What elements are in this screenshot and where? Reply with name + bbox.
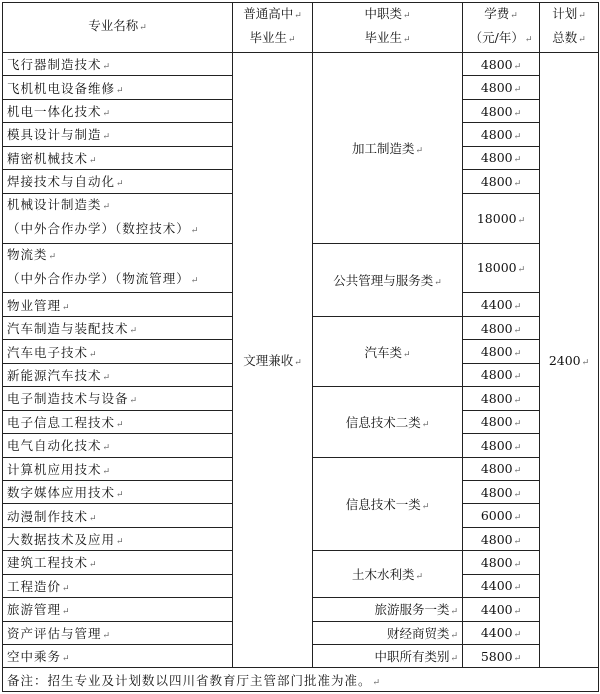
tuition-fee: 18000↵	[463, 243, 540, 293]
major-name: 资产评估与管理↵	[3, 621, 233, 644]
tuition-fee: 4800↵	[463, 387, 540, 410]
vs-category: 财经商贸类↵	[313, 621, 463, 644]
tuition-fee: 4400↵	[463, 621, 540, 644]
major-name: 飞机机电设备维修↵	[3, 76, 233, 99]
major-name: 电气自动化技术↵	[3, 434, 233, 457]
header-plan: 计划↵ 总数↵	[540, 3, 599, 53]
header-major: 专业名称↵	[3, 3, 233, 53]
tuition-fee: 4400↵	[463, 574, 540, 597]
tuition-fee: 4400↵	[463, 598, 540, 621]
major-name: 物流类↵ （中外合作办学）（物流管理）↵	[3, 243, 233, 293]
tuition-fee: 4800↵	[463, 99, 540, 122]
major-name: 机械设计制造类↵ （中外合作办学）（数控技术）↵	[3, 193, 233, 243]
major-name: 机电一体化技术↵	[3, 99, 233, 122]
vs-category: 中职所有类别↵	[313, 645, 463, 668]
tuition-fee: 4800↵	[463, 316, 540, 339]
tuition-fee: 4800↵	[463, 410, 540, 433]
major-name: 电子信息工程技术↵	[3, 410, 233, 433]
major-name: 大数据技术及应用↵	[3, 527, 233, 550]
vs-category: 信息技术二类↵	[313, 387, 463, 457]
tuition-fee: 4800↵	[463, 457, 540, 480]
tuition-fee: 4800↵	[463, 170, 540, 193]
major-name: 计算机应用技术↵	[3, 457, 233, 480]
header-vs: 中职类↵ 毕业生↵	[313, 3, 463, 53]
vs-category: 旅游服务一类↵	[313, 598, 463, 621]
hs-eligibility: 文理兼收↵	[233, 52, 313, 668]
enrollment-plan-table	[2, 2, 599, 692]
major-name: 模具设计与制造↵	[3, 123, 233, 146]
header-row	[3, 3, 599, 53]
table-row	[3, 52, 599, 75]
major-name: 动漫制作技术↵	[3, 504, 233, 527]
vs-category: 加工制造类↵	[313, 52, 463, 243]
tuition-fee: 18000↵	[463, 193, 540, 243]
footnote: 备注：招生专业及计划数以四川省教育厅主管部门批准为准。↵	[3, 668, 599, 692]
tuition-fee: 4800↵	[463, 76, 540, 99]
tuition-fee: 5800↵	[463, 645, 540, 668]
tuition-fee: 4800↵	[463, 123, 540, 146]
note-row	[3, 668, 599, 692]
tuition-fee: 4800↵	[463, 146, 540, 169]
tuition-fee: 4800↵	[463, 52, 540, 75]
vs-category: 公共管理与服务类↵	[313, 243, 463, 316]
major-name: 旅游管理↵	[3, 598, 233, 621]
vs-category: 土木水利类↵	[313, 551, 463, 598]
major-name: 汽车制造与装配技术↵	[3, 316, 233, 339]
vs-category: 汽车类↵	[313, 316, 463, 386]
tuition-fee: 4400↵	[463, 293, 540, 316]
header-fee: 学费↵ （元/年）↵	[463, 3, 540, 53]
major-name: 汽车电子技术↵	[3, 340, 233, 363]
major-name: 飞行器制造技术↵	[3, 52, 233, 75]
major-name: 工程造价↵	[3, 574, 233, 597]
major-name: 数字媒体应用技术↵	[3, 480, 233, 503]
major-name: 建筑工程技术↵	[3, 551, 233, 574]
plan-total: 2400↵	[540, 52, 599, 668]
major-name: 焊接技术与自动化↵	[3, 170, 233, 193]
tuition-fee: 4800↵	[463, 527, 540, 550]
major-name: 精密机械技术↵	[3, 146, 233, 169]
major-name: 新能源汽车技术↵	[3, 363, 233, 386]
tuition-fee: 4800↵	[463, 434, 540, 457]
tuition-fee: 4800↵	[463, 340, 540, 363]
major-name: 电子制造技术与设备↵	[3, 387, 233, 410]
header-hs: 普通高中↵ 毕业生↵	[233, 3, 313, 53]
tuition-fee: 6000↵	[463, 504, 540, 527]
tuition-fee: 4800↵	[463, 363, 540, 386]
major-name: 空中乘务↵	[3, 645, 233, 668]
tuition-fee: 4800↵	[463, 551, 540, 574]
vs-category: 信息技术一类↵	[313, 457, 463, 551]
major-name: 物业管理↵	[3, 293, 233, 316]
tuition-fee: 4800↵	[463, 480, 540, 503]
